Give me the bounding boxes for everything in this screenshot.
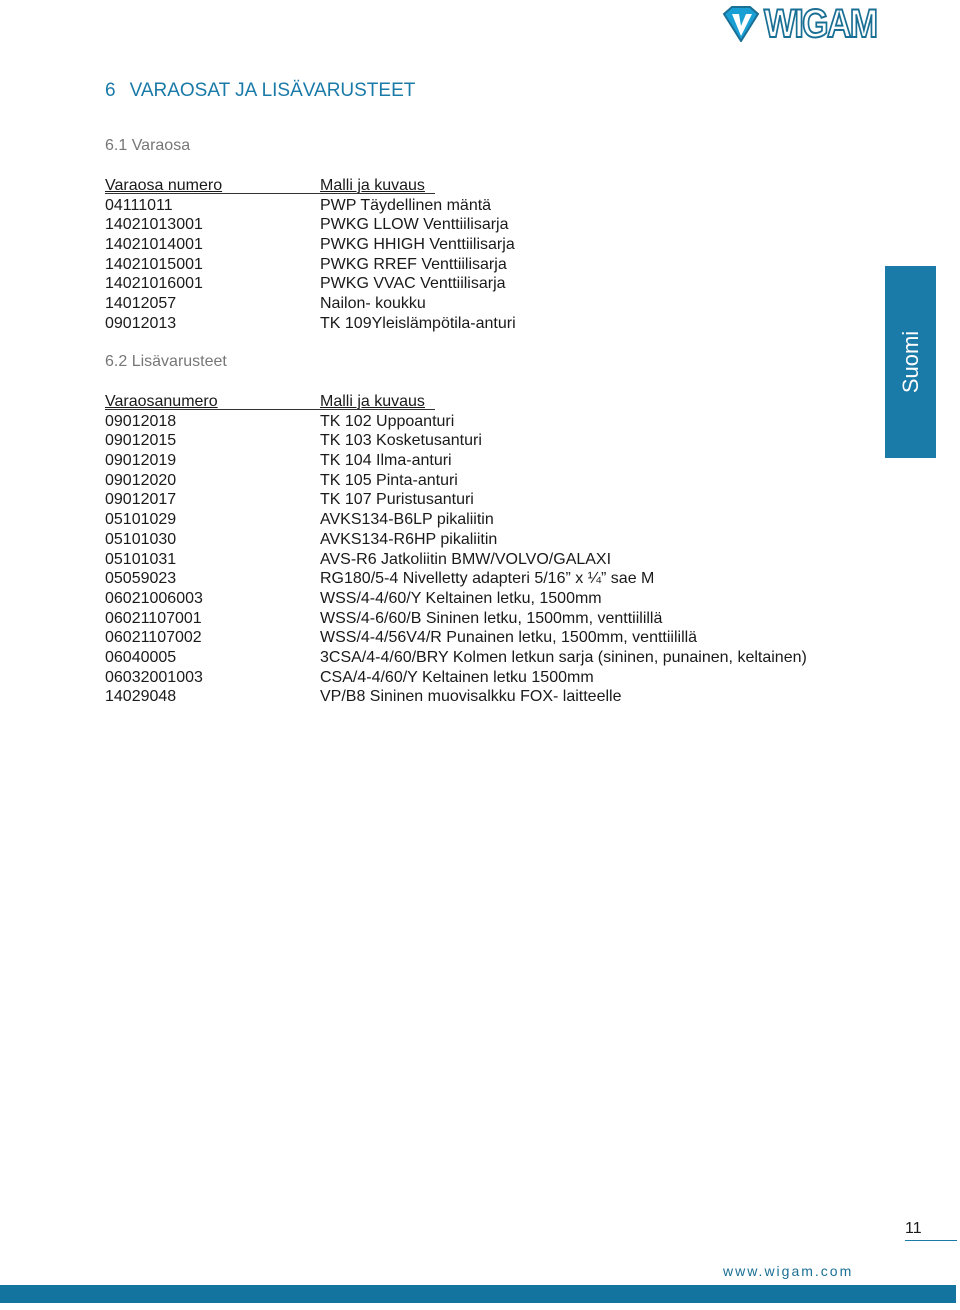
part-description: Nailon- koukku: [320, 295, 426, 313]
wigam-logo-text: WIGAM: [764, 2, 877, 46]
table-row: [105, 314, 516, 334]
part-description: WSS/4-4/60/Y Keltainen letku, 1500mm: [320, 589, 602, 607]
accessories-table: [105, 392, 807, 707]
column-header: Varaosa numero: [105, 177, 223, 194]
part-number: 06040005: [105, 648, 177, 666]
wigam-logo-icon: [722, 6, 760, 42]
part-number: 09012019: [105, 452, 177, 470]
table-row: [105, 530, 807, 550]
table-row: [105, 431, 807, 451]
part-number: 04111011: [105, 196, 173, 214]
part-description: AVKS134-R6HP pikaliitin: [320, 530, 498, 548]
table-row: [105, 215, 516, 235]
wigam-logo: [722, 4, 896, 44]
part-description: WSS/4-6/60/B Sininen letku, 1500mm, venttiilillä: [320, 609, 663, 627]
part-number: 06032001003: [105, 668, 203, 686]
part-description: TK 109Yleislämpötila-anturi: [320, 314, 516, 332]
part-number: 14021014001: [105, 236, 203, 254]
page-number: 11: [905, 1220, 957, 1241]
spare-parts-table: [105, 176, 516, 334]
part-description: WSS/4-4/56V4/R Punainen letku, 1500mm, venttiilillä: [320, 629, 698, 647]
part-number: 05101030: [105, 530, 177, 548]
part-description: PWKG HHIGH Venttiilisarja: [320, 236, 515, 254]
part-description: 3CSA/4-4/60/BRY Kolmen letkun sarja (sininen, punainen, keltainen): [320, 648, 807, 666]
part-description: RG180/5-4 Nivelletty adapteri 5/16” x ¼” sae M: [320, 570, 655, 588]
chapter-number: 6: [105, 80, 116, 101]
table-row: [105, 648, 807, 668]
column-header: Malli ja kuvaus: [320, 393, 425, 410]
table-row: [105, 235, 516, 255]
part-description: PWKG LLOW Venttiilisarja: [320, 216, 509, 234]
part-number: 06021107002: [105, 629, 202, 647]
part-number: 09012020: [105, 471, 177, 489]
table-row: [105, 196, 516, 216]
part-description: TK 107 Puristusanturi: [320, 491, 474, 509]
part-description: PWKG VVAC Venttiilisarja: [320, 275, 506, 293]
language-tab-label: Suomi: [897, 330, 923, 394]
part-description: TK 105 Pinta-anturi: [320, 471, 458, 489]
part-number: 06021107001: [105, 609, 202, 627]
part-description: AVKS134-B6LP pikaliitin: [320, 511, 494, 529]
table-row: [105, 609, 807, 629]
part-number: 14021013001: [105, 216, 203, 234]
part-description: PWP Täydellinen mäntä: [320, 196, 492, 214]
footer-bar: [0, 1285, 956, 1303]
part-number: 06021006003: [105, 589, 203, 607]
part-number: 09012013: [105, 314, 177, 332]
section-title-spare-parts: 6.1 Varaosa: [105, 137, 191, 154]
table-row: [105, 628, 807, 648]
part-description: AVS-R6 Jatkoliitin BMW/VOLVO/GALAXI: [320, 550, 612, 568]
table-row: [105, 550, 807, 570]
table-row: [105, 294, 516, 314]
part-number: 05059023: [105, 570, 177, 588]
section-title-accessories: 6.2 Lisävarusteet: [105, 353, 227, 370]
part-number: 05101031: [105, 550, 177, 568]
part-description: PWKG RREF Venttiilisarja: [320, 255, 507, 273]
table-header: [105, 176, 516, 196]
part-number: 14021015001: [105, 255, 203, 273]
column-header: Varaosanumero: [105, 393, 218, 410]
table-row: [105, 668, 807, 688]
table-row: [105, 687, 807, 707]
table-row: [105, 589, 807, 609]
part-number: 05101029: [105, 511, 177, 529]
part-description: VP/B8 Sininen muovisalkku FOX- laitteelle: [320, 688, 622, 706]
table-row: [105, 471, 807, 491]
part-number: 14021016001: [105, 275, 203, 293]
language-tab: [885, 266, 936, 458]
table-row: [105, 274, 516, 294]
part-number: 09012017: [105, 491, 177, 509]
table-row: [105, 490, 807, 510]
part-number: 14012057: [105, 295, 177, 313]
part-number: 14029048: [105, 688, 177, 706]
part-description: CSA/4-4/60/Y Keltainen letku 1500mm: [320, 668, 594, 686]
column-header: Malli ja kuvaus: [320, 177, 425, 194]
footer-url: www.wigam.com: [723, 1263, 854, 1279]
chapter-title: VARAOSAT JA LISÄVARUSTEET: [129, 80, 416, 101]
part-description: TK 104 Ilma-anturi: [320, 452, 452, 470]
part-description: TK 102 Uppoanturi: [320, 412, 455, 430]
part-number: 09012018: [105, 412, 177, 430]
table-row: [105, 412, 807, 432]
part-description: TK 103 Kosketusanturi: [320, 432, 482, 450]
part-number: 09012015: [105, 432, 177, 450]
table-row: [105, 510, 807, 530]
chapter-heading: [105, 80, 429, 102]
table-row: [105, 569, 807, 589]
table-row: [105, 451, 807, 471]
table-header: [105, 392, 807, 412]
table-row: [105, 255, 516, 275]
